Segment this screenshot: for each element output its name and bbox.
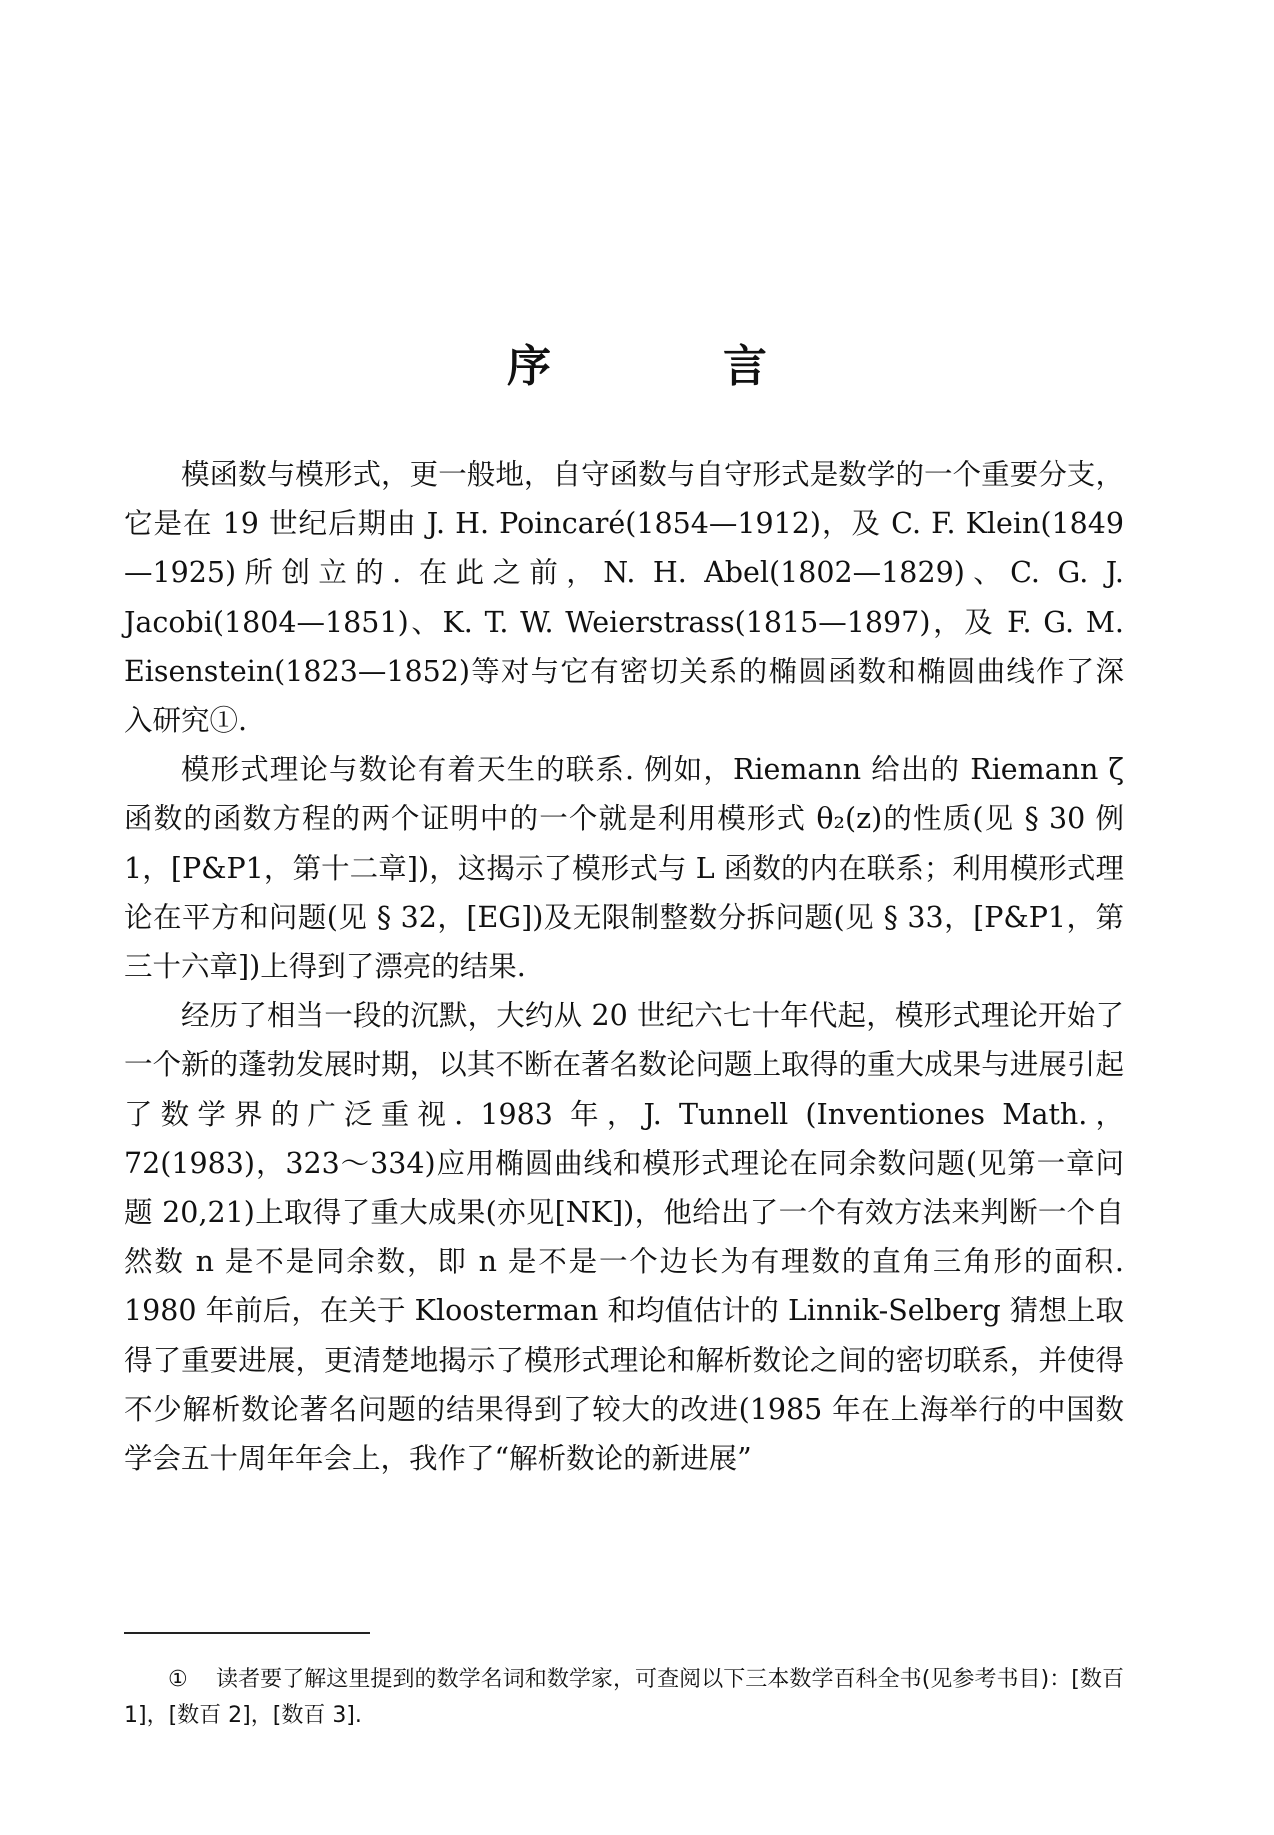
footnote [124, 1662, 1124, 1734]
footnote-divider [124, 1632, 370, 1634]
paragraph-2: 模形式理论与数论有着天生的联系. 例如，Riemann 给出的 Riemann ζ 函数的函数方程的两个证明中的一个就是利用模形式 θ₂(z)的性质(见 § 30 例 1，[P&P1，第十二章])，这揭示了模形式与 L 函数的内在联系；利用模形式理论在平方和问题(见 § 32，[EG])及无限制整数分拆问题(见 § 33，[P&P1，第三十六章])上得到了漂亮的结果. [124, 753, 1124, 984]
paragraph-1: 模函数与模形式，更一般地，自守函数与自守形式是数学的一个重要分支，它是在 19 世纪后期由 J. H. Poincaré(1854—1912)，及 C. F. Klein(1849—1925)所创立的. 在此之前，N. H. Abel(1802—1829)、C. G. J. Jacobi(1804—1851)、K. T. W. Weierstrass(1815—1897)，及 F. G. M. Eisenstein(1823—1852)等对与它有密切关系的椭圆函数和椭圆曲线作了深入研究①. [124, 458, 1124, 738]
page-title: 序 言 [507, 341, 831, 392]
paragraph-3: 经历了相当一段的沉默，大约从 20 世纪六七十年代起，模形式理论开始了一个新的蓬勃发展时期，以其不断在著名数论问题上取得的重大成果与进展引起了数学界的广泛重视. 1983 年，J. Tunnell (Inventiones Math.，72(1983)，323～334)应用椭圆曲线和模形式理论在同余数问题(见第一章问题 20,21)上取得了重大成果(亦见[NK])，他给出了一个有效方法来判断一个自然数 n 是不是同余数，即 n 是不是一个边长为有理数的直角三角形的面积. 1980 年前后，在关于 Kloosterman 和均值估计的 Linnik-Selberg 猜想上取得了重要进展，更清楚地揭示了模形式理论和解析数论之间的密切联系，并使得不少解析数论著名问题的结果得到了较大的改进(1985 年在上海举行的中国数学会五十周年年会上，我作了“解析数论的新进展” [124, 999, 1124, 1476]
footnote-text: 读者要了解这里提到的数学名词和数学家，可查阅以下三本数学百科全书(见参考书目)：[数百 1]，[数百 2]，[数百 3]. [124, 1667, 1124, 1728]
preface-body [124, 450, 1124, 1483]
footnote-marker: ① [168, 1667, 188, 1692]
